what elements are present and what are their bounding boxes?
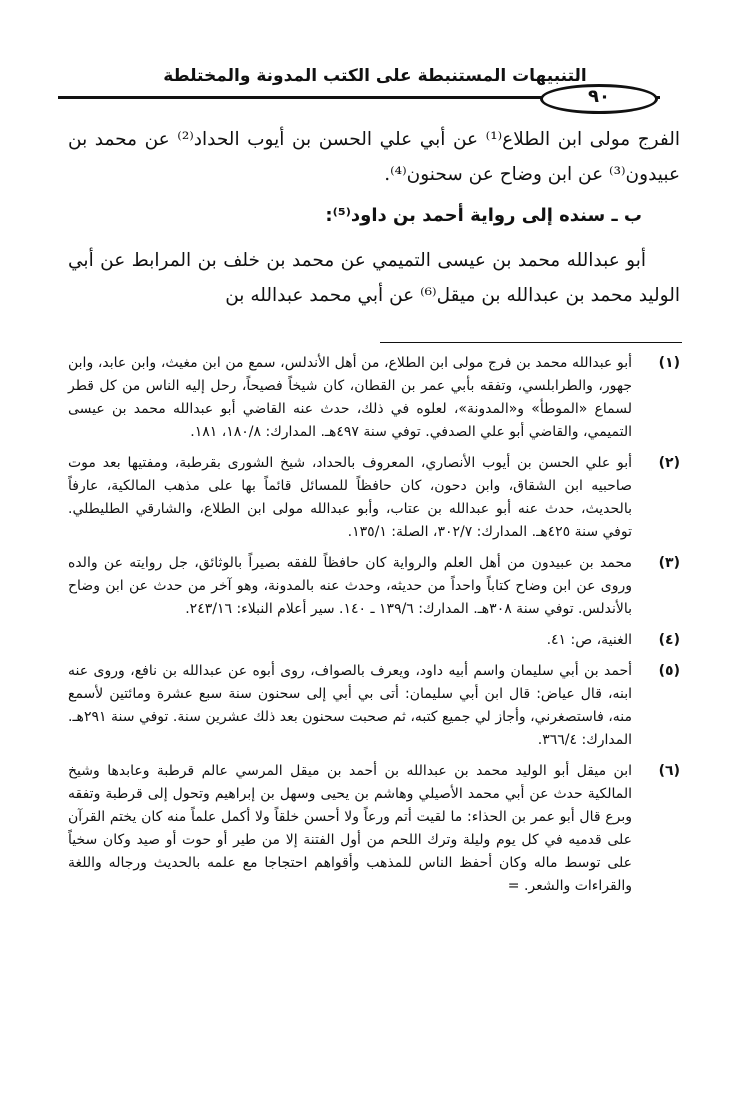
body-paragraph-2: أبو عبدالله محمد بن عيسى التميمي عن محمد بن خلف بن المرابط عن أبي الوليد محمد بن عبدالله بن ميقل⁽⁶⁾ عن أبي محمد عبدالله بن [68,250,680,306]
footnote-number: (٤) [658,632,680,648]
main-text [68,122,680,313]
footnote-separator [380,342,682,343]
running-header-title: التنبيهات المستنبطة على الكتب المدونة والمختلطة [163,66,587,86]
footnote-number: (٣) [658,555,680,571]
footnote-number: (٥) [658,663,680,679]
body-paragraph-1: الفرج مولى ابن الطلاع⁽¹⁾ عن أبي علي الحسن بن أيوب الحداد⁽²⁾ عن محمد بن عبيدون⁽³⁾ عن ابن وضاح عن سحنون⁽⁴⁾. [68,129,681,185]
footnote-text: الغنية، ص: ٤١. [546,632,632,648]
footnote-item [68,760,680,898]
footnote-item [68,352,680,444]
footnote-text: محمد بن عبيدون من أهل العلم والرواية كان حافظاً للفقه بصيراً بالوثائق، جل روايته عن والده وروى عن ابن وضاح كتاباً واحداً من حديثه، وحدث عنه بالمدونة، وهو آخر من حدث عن ابن وضاح بالأندلس. توفي سنة ٣٠٨هـ. المدارك: ١٣٩/٦ ـ ١٤٠. سير أعلام النبلاء: ٢٤٣/١٦. [68,555,632,617]
footnote-item [68,660,680,752]
footnote-item [68,552,680,621]
footnote-text: أبو علي الحسن بن أيوب الأنصاري، المعروف بالحداد، شيخ الشورى بقرطبة، ومفتيها بعد موت صاحبيه ابن الشقاق، وابن دحون، كان حافظاً للمسائل قائماً بها على مذهب المالكية، عارفاً بالحديث، حدث عنه أبو عبدالله بن عتاب، وأبو عبدالله مولى ابن الطلاع، والشارقي الطليطلي. توفي سنة ٤٢٥هـ. المدارك: ٣٠٢/٧، الصلة: ١٣٥/١. [68,455,632,540]
section-heading: ب ـ سنده إلى رواية أحمد بن داود⁽⁵⁾: [325,205,642,226]
footnote-text: ابن ميقل أبو الوليد محمد بن عبدالله بن أحمد بن ميقل المرسي عالم قرطبة وعابدها وشيخ المالكية حدث عن أبي محمد الأصيلي وهاشم بن يحيى وسهل بن إبراهيم وتحول إلى قرطبة وتفقه وبرع قال أبو عمر بن الحذاء: ما لقيت أتم ورعاً ولا أحسن خلقاً ولا أكمل علماً منه كان يختم القرآن على قدميه في كل يوم وليلة وترك اللحم من أول الفتنة إلا من طير أو حوت أو صيد وكان سخياً على توسط ماله وكان أحفظ الناس للمذهب وأقواهم احتجاجا مع علمه بالحديث ورجاله واللغة والقراءات والشعر. = [68,763,632,894]
footnote-number: (٢) [658,455,680,471]
footnote-number: (١) [658,355,680,371]
footnote-number: (٦) [658,763,680,779]
footnote-text: أبو عبدالله محمد بن فرج مولى ابن الطلاع، من أهل الأندلس، سمع من ابن مغيث، وابن عابد، وابن جهور، والطرابلسي، وتفقه بأبي عمر بن القطان، كان شيخاً فصيحاً، رحل إليه الناس من كل قطر لسماع «الموطأ» و«المدونة»، لعلوه في ذلك، حدث عنه القاضي أبو عبدالله محمد بن عيسى التميمي، والقاضي أبو علي الصدفي. توفي سنة ٤٩٧هـ. المدارك: ١٨٠/٨، ١٨١. [68,355,632,440]
page-number: ٩٠ [588,86,610,107]
footnote-text: أحمد بن أبي سليمان واسم أبيه داود، ويعرف بالصواف، روى أبوه عن عبدالله بن نافع، وروى عنه ابنه، قال عياض: قال ابن أبي سليمان: أتى بي أبي إلى سحنون سنة سبع عشرة ومائتين لأسمع منه، فاستصغرني، وأجاز لي جميع كتبه، ثم صحبت سحنون بعد ذلك عشرين سنة. توفي سنة ٢٩١هـ. المدارك: ٣٦٦/٤. [68,663,632,748]
footnote-item [68,629,680,652]
footnotes [68,352,680,906]
footnote-item [68,452,680,544]
